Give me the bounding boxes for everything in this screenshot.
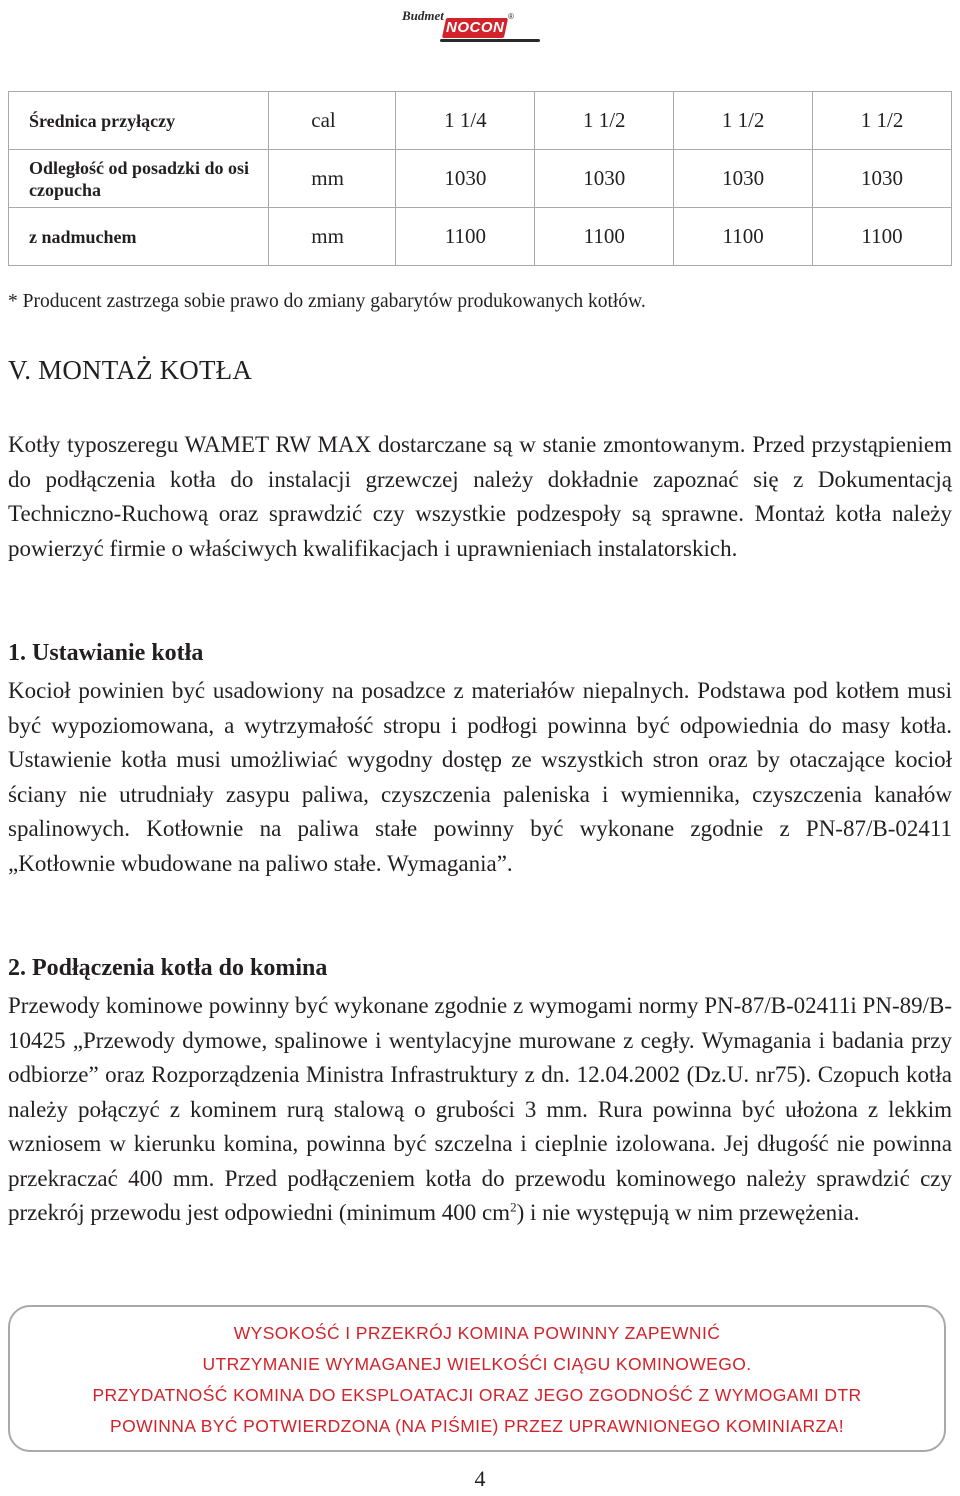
dimensions-table xyxy=(8,91,952,266)
row-label: Średnica przyłączy xyxy=(9,92,269,150)
table-cell: 1030 xyxy=(813,150,952,208)
row-unit: cal xyxy=(269,92,396,150)
chimney-text-end: ) i nie występują w nim przewężenia. xyxy=(516,1200,860,1225)
table-row xyxy=(9,92,952,150)
chimney-paragraph xyxy=(8,989,952,1231)
row-unit: mm xyxy=(269,208,396,266)
table-cell: 1 1/4 xyxy=(396,92,535,150)
page-number: 4 xyxy=(474,1466,486,1491)
footnote: * Producent zastrzega sobie prawo do zmiany gabarytów produkowanych kotłów. xyxy=(8,291,646,312)
table-cell: 1030 xyxy=(396,150,535,208)
placement-paragraph: Kocioł powinien być usadowiony na posadzce z materiałów niepalnych. Podstawa pod kotłem musi być wypoziomowana, a wytrzymałość stropu i podłogi powinna być odpowiednia do masy kotła. Ustawienie kotła musi umożliwiać wygodny dostęp ze wszystkich stron oraz by otaczające kocioł ściany nie utrudniały zasypu paliwa, czyszczenia paleniska i wymiennika, czyszczenia kanałów spalinowych. Kotłownie na paliwa stałe powinny być wykonane zgodnie z PN-87/B-02411 „Kotłownie wbudowane na paliwo stałe. Wymagania”. xyxy=(8,678,952,876)
table-row xyxy=(9,208,952,266)
table-row xyxy=(9,150,952,208)
table-cell: 1030 xyxy=(535,150,674,208)
warning-line: PRZYDATNOŚĆ KOMINA DO EKSPLOATACJI ORAZ JEGO ZGODNOŚĆ Z WYMOGAMI DTR xyxy=(92,1385,862,1405)
warning-line: POWINNA BYĆ POTWIERDZONA (NA PIŚMIE) PRZEZ UPRAWNIONEGO KOMINIARZA! xyxy=(110,1416,844,1436)
row-label: z nadmuchem xyxy=(9,208,269,266)
table-cell: 1 1/2 xyxy=(674,92,813,150)
table-cell: 1030 xyxy=(674,150,813,208)
warning-line: WYSOKOŚĆ I PRZEKRÓJ KOMINA POWINNY ZAPEWNIĆ xyxy=(233,1323,721,1343)
section-title: V. MONTAŻ KOTŁA xyxy=(8,355,253,385)
superscript: 2 xyxy=(510,1199,517,1215)
row-unit: mm xyxy=(269,150,396,208)
chimney-text-main: Przewody kominowe powinny być wykonane zgodnie z wymogami normy PN-87/B-02411i PN-89/B-10425 „Przewody dymowe, spalinowe i wentylacyjne murowane z cegły. Wymagania i badania przy odbiorze” oraz Rozporządzenia Ministra Infrastruktury z dn. 12.04.2002 (Dz.U. nr75). Czopuch kotła należy połączyć z kominem rurą stalową o grubości 3 mm. Rura powinna być ułożona z lekkim wzniosem w kierunku komina, powinna być szczelna i cieplnie izolowana. Jej długość nie powinna przekraczać 400 mm. Przed podłączeniem kotła do przewodu kominowego należy sprawdzić czy przekrój przewodu jest odpowiedni (minimum 400 cm xyxy=(8,993,952,1225)
logo-brand-text: NOCON xyxy=(446,19,505,36)
subsection-title-placement: 1. Ustawianie kotła xyxy=(8,640,204,666)
company-logo xyxy=(400,6,550,46)
table-cell: 1 1/2 xyxy=(535,92,674,150)
table-cell: 1 1/2 xyxy=(813,92,952,150)
table-cell: 1100 xyxy=(396,208,535,266)
registered-mark: ® xyxy=(508,12,514,21)
warning-box xyxy=(8,1305,946,1452)
table-cell: 1100 xyxy=(535,208,674,266)
logo-underline xyxy=(440,39,540,42)
table-cell: 1100 xyxy=(813,208,952,266)
subsection-title-chimney: 2. Podłączenia kotła do komina xyxy=(8,955,328,981)
row-label: Odległość od posadzki do osi czopucha xyxy=(9,150,269,208)
warning-line: UTRZYMANIE WYMAGANEJ WIELKOŚĆI CIĄGU KOMINOWEGO. xyxy=(202,1354,752,1374)
intro-paragraph: Kotły typoszeregu WAMET RW MAX dostarczane są w stanie zmontowanym. Przed przystąpieniem do podłączenia kotła do instalacji grzewczej należy dokładnie zapoznać się z Dokumentacją Techniczno-Ruchową oraz sprawdzić czy wszystkie podzespoły są sprawne. Montaż kotła należy powierzyć firmie o właściwych kwalifikacjach i uprawnieniach instalatorskich. xyxy=(8,432,952,561)
logo-budmet-text: Budmet xyxy=(402,8,444,23)
table-cell: 1100 xyxy=(674,208,813,266)
